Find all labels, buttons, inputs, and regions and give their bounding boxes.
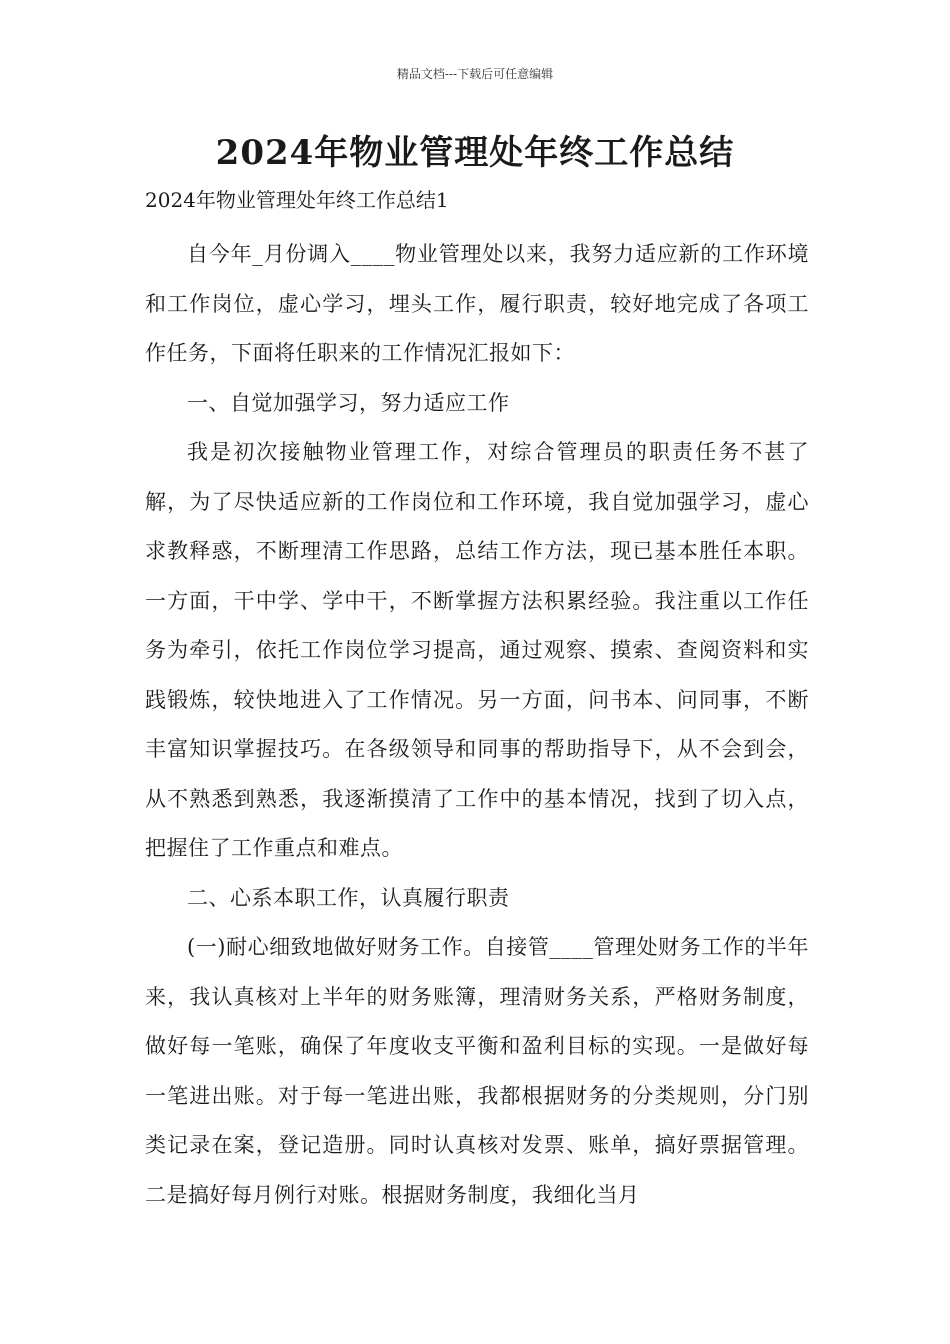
paragraph-finance: (一)耐心细致地做好财务工作。自接管____管理处财务工作的半年来，我认真核对上半年的财务账簿，理清财务关系，严格财务制度，做好每一笔账，确保了年度收支平衡和盈利目标的实现。一是做好每一笔进出账。对于每一笔进出账，我都根据财务的分类规则，分门别类记录在案，登记造册。同时认真核对发票、账单，搞好票据管理。二是搞好每月例行对账。根据财务制度，我细化当月: [145, 935, 809, 1207]
document-subtitle: 2024年物业管理处年终工作总结1: [145, 188, 449, 212]
page-header: 精品文档---下载后可任意编辑: [396, 67, 554, 81]
document-title: 2024年物业管理处年终工作总结: [215, 133, 735, 173]
paragraph-learning: 我是初次接触物业管理工作，对综合管理员的职责任务不甚了解，为了尽快适应新的工作岗位和工作环境，我自觉加强学习，虚心求教释惑，不断理清工作思路，总结工作方法，现已基本胜任本职。一方面，干中学、学中干，不断掌握方法积累经验。我注重以工作任务为牵引，依托工作岗位学习提高，通过观察、摸索、查阅资料和实践锻炼，较快地进入了工作情况。另一方面，问书本、问同事，不断丰富知识掌握技巧。在各级领导和同事的帮助指导下，从不会到会，从不熟悉到熟悉，我逐渐摸清了工作中的基本情况，找到了切入点，把握住了工作重点和难点。: [145, 440, 809, 860]
document-body: [145, 230, 809, 1220]
section-heading-2: 二、心系本职工作，认真履行职责: [187, 885, 510, 910]
paragraph-intro: 自今年_月份调入____物业管理处以来，我努力适应新的工作环境和工作岗位，虚心学习，埋头工作，履行职责，较好地完成了各项工作任务，下面将任职来的工作情况汇报如下：: [145, 242, 809, 365]
section-heading-1: 一、自觉加强学习，努力适应工作: [187, 390, 510, 415]
